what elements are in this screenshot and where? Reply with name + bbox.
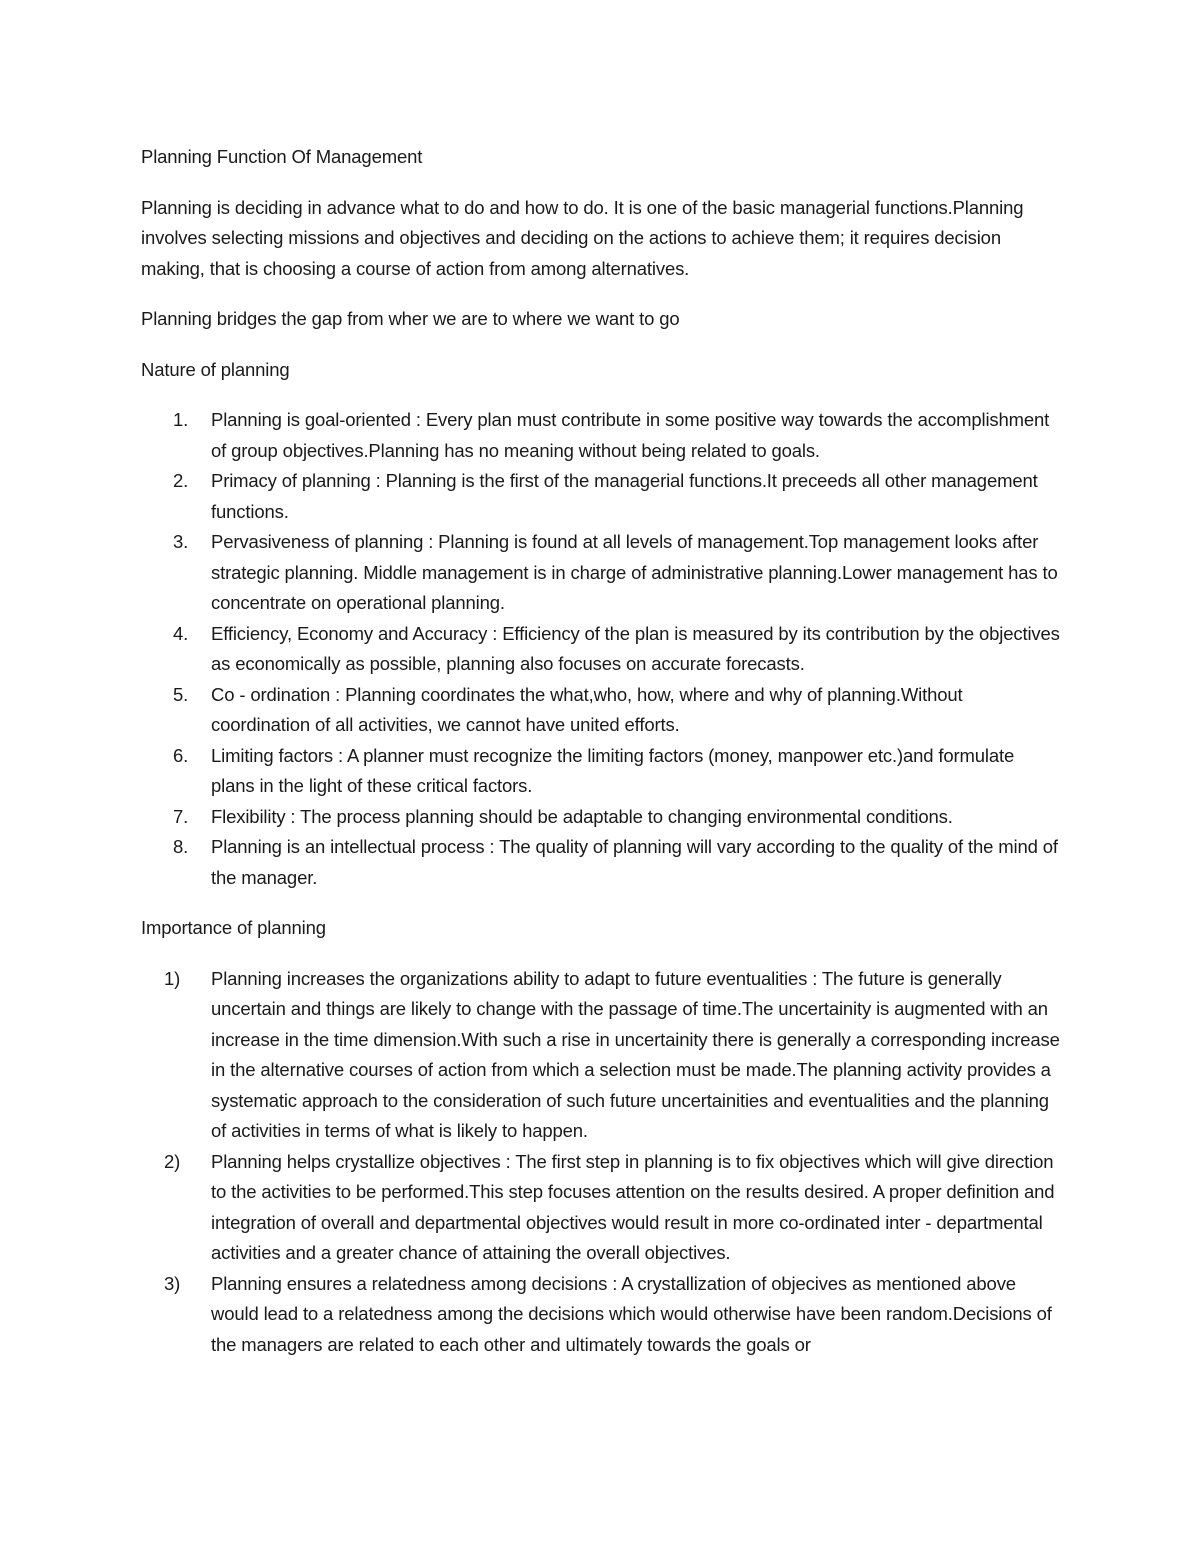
list-item	[141, 741, 1061, 802]
list-number: 1.	[173, 409, 189, 430]
list-number: 1)	[164, 967, 181, 989]
document-title: Planning Function Of Management	[141, 146, 423, 167]
bridge-paragraph: Planning bridges the gap from wher we are to where we want to go	[141, 308, 680, 329]
list-text: Planning is an intellectual process : The quality of planning will vary according to the quality of the mind of the manager.	[211, 836, 1058, 888]
list-number: 8.	[173, 836, 189, 857]
list-text: Pervasiveness of planning : Planning is found at all levels of management.Top management looks after strategic planning. Middle management is in charge of administrative planning.Lower management has to concentrate on operational planning.	[211, 531, 1058, 613]
list-text: Flexibility : The process planning should be adaptable to changing environmental conditions.	[211, 805, 953, 827]
list-text: Co - ordination : Planning coordinates the what,who, how, where and why of planning.Without coordination of all activities, we cannot have united efforts.	[211, 683, 963, 735]
list-item	[141, 619, 1061, 680]
importance-heading: Importance of planning	[141, 917, 326, 938]
list-item	[141, 964, 1061, 1147]
list-item	[141, 680, 1061, 741]
list-text: Limiting factors : A planner must recognize the limiting factors (money, manpower etc.)and formulate plans in the light of these critical factors.	[211, 744, 1015, 796]
list-text: Planning helps crystallize objectives : The first step in planning is to fix objectives which will give direction to the activities to be performed.This step focuses attention on the results desired. A proper definition and integration of overall and departmental objectives would result in more co-ordinated inter - departmental activities and a greater chance of attaining the overall objectives.	[211, 1150, 1055, 1263]
list-number: 3.	[173, 531, 189, 552]
list-item	[141, 1269, 1061, 1361]
list-text: Planning increases the organizations ability to adapt to future eventualities : The future is generally uncertain and things are likely to change with the passage of time.The uncertainity is augmented with an increase in the time dimension.With such a rise in uncertainity there is generally a corresponding increase in the alternative courses of action from which a selection must be made.The planning activity provides a systematic approach to the consideration of such future uncertainities and eventualities and the planning of activities in terms of what is likely to happen.	[211, 967, 1060, 1141]
importance-list	[141, 964, 1061, 1361]
list-number: 3)	[164, 1272, 181, 1294]
intro-paragraph: Planning is deciding in advance what to do and how to do. It is one of the basic managerial functions.Planning involves selecting missions and objectives and deciding on the actions to achieve them; it requires decision making, that is choosing a course of action from among alternatives.	[141, 196, 1024, 279]
list-number: 2)	[164, 1150, 181, 1172]
nature-heading: Nature of planning	[141, 358, 290, 380]
list-text: Planning is goal-oriented : Every plan must contribute in some positive way towards the accomplishment of group objectives.Planning has no meaning without being related to goals.	[211, 409, 1050, 461]
list-number: 5.	[173, 683, 189, 705]
list-number: 4.	[173, 622, 189, 644]
list-item	[141, 832, 1061, 893]
list-text: Planning ensures a relatedness among decisions : A crystallization of objecives as mentioned above would lead to a relatedness among the decisions which would otherwise have been random.Decisions of the managers are related to each other and ultimately towards the goals or	[211, 1272, 1052, 1355]
list-text: Primacy of planning : Planning is the first of the managerial functions.It preceeds all other management functions.	[211, 470, 1038, 522]
list-item	[141, 466, 1061, 527]
list-item	[141, 802, 1061, 833]
list-item	[141, 1147, 1061, 1269]
list-text: Efficiency, Economy and Accuracy : Efficiency of the plan is measured by its contribution by the objectives as economically as possible, planning also focuses on accurate forecasts.	[211, 622, 1060, 674]
nature-list	[141, 405, 1061, 893]
list-item	[141, 527, 1061, 619]
list-number: 7.	[173, 805, 189, 827]
list-number: 2.	[173, 470, 189, 491]
list-number: 6.	[173, 744, 189, 766]
document-body	[141, 142, 1061, 1380]
list-item	[141, 405, 1061, 466]
